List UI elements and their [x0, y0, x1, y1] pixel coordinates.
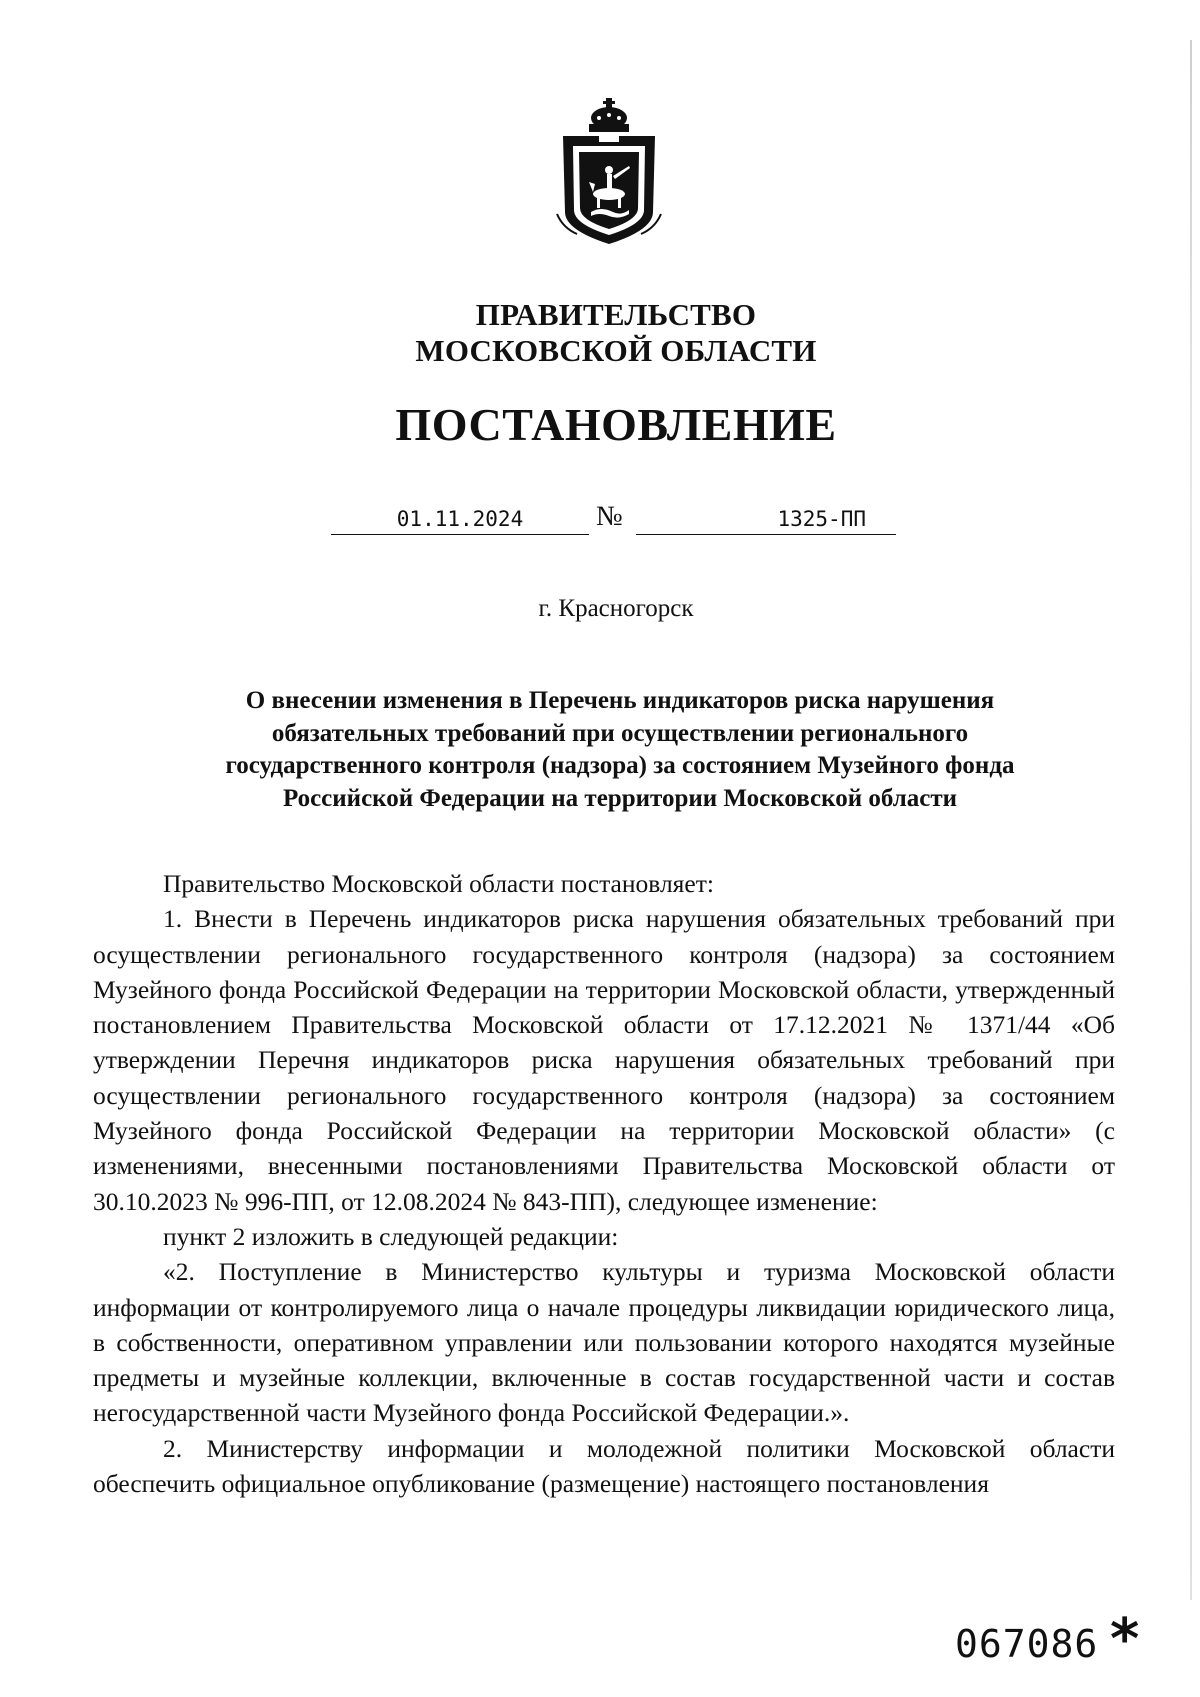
form-serial-number: 067086: [955, 1622, 1099, 1666]
title-line: обязательных требований при осуществлении регионального: [271, 719, 969, 747]
item-1-paragraph: 1. Внести в Перечень индикаторов риска нарушения обязательных требований при осуществлении регионального государственного контроля (надзора) за состоянием Музейного фонда Российской Федерации на территории Московской области, утвержденный постановлением Правительства Московской области от 17.12.2021 № 1371/44 «Об утверждении Перечня индикаторов риска нарушения обязательных требований при осуществлении регионального государственного контроля (надзора) за состоянием Музейного фонда Российской Федерации на территории Московской области» (с изменениями, внесенными постановлениями Правительства Московской области от 30.10.2023 № 996-ПП, от 12.08.2024 № 843-ПП), следующее изменение:: [93, 904, 1115, 1216]
item-1-quoted-text: «2. Поступление в Министерство культуры и туризма Московской области информации от контролируемого лица о начале процедуры ликвидации юридического лица, в собственности, оперативном управлении или пользовании которого находятся музейные предметы и музейные коллекции, включенные в состав государственной части и состав негосударственной части Музейного фонда Российской Федерации.».: [93, 1257, 1115, 1428]
place-of-issue: г. Красногорск: [538, 595, 694, 622]
item-1-subparagraph: пункт 2 изложить в следующей редакции:: [163, 1221, 619, 1251]
coat-of-arms-icon: [549, 96, 669, 248]
number-sign: №: [596, 501, 623, 532]
document-body: [93, 866, 1115, 1501]
title-line: О внесении изменения в Перечень индикаторов риска нарушения: [245, 687, 995, 714]
title-line: Российской Федерации на территории Московской области: [282, 784, 958, 812]
preamble-paragraph: Правительство Московской области постановляет:: [163, 869, 714, 898]
document-date: 01.11.2024: [331, 504, 589, 535]
item-2-paragraph: 2. Министерству информации и молодежной политики Московской области обеспечить официальное опубликование (размещение) настоящего постановления: [93, 1433, 1115, 1499]
title-line: государственного контроля (надзора) за состоянием Музейного фонда: [225, 752, 1015, 779]
document-type-heading: ПОСТАНОВЛЕНИЕ: [395, 399, 837, 450]
document-number: 1325-ПП: [636, 504, 896, 535]
authority-name-line1: ПРАВИТЕЛЬСТВО: [475, 297, 757, 332]
document-title: [140, 685, 1100, 815]
authority-name-line2: МОСКОВСКОЙ ОБЛАСТИ: [415, 333, 817, 368]
serial-asterisk-mark: *: [1110, 1607, 1140, 1672]
scan-edge-shadow: [1190, 40, 1192, 1600]
